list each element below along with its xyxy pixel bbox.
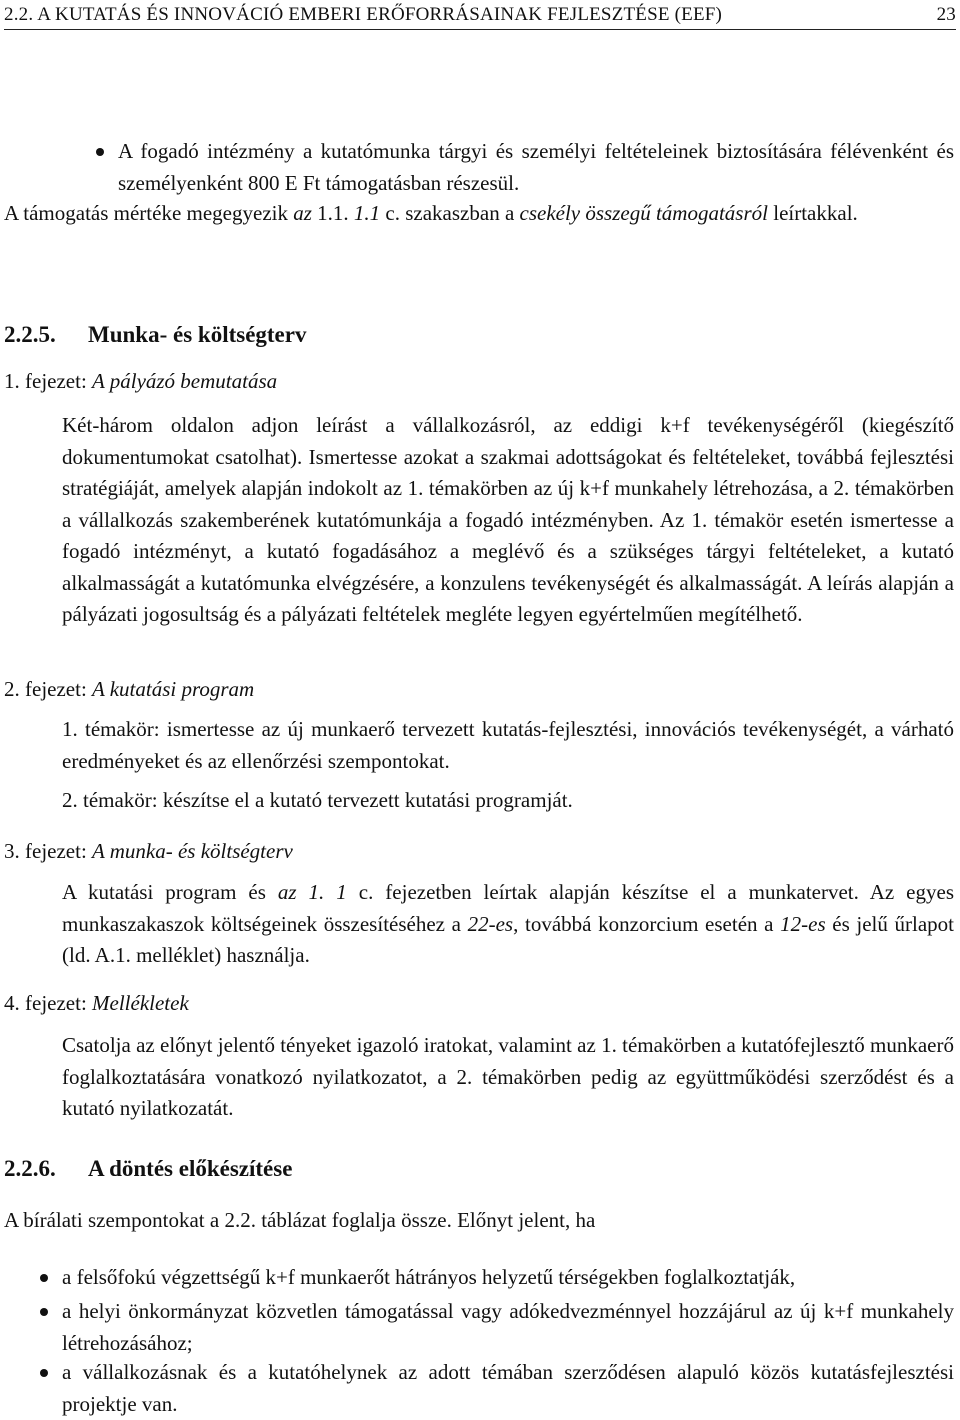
page-number: 23	[936, 4, 956, 25]
support-text-1: A támogatás mértéke megegyezik	[4, 201, 294, 225]
decision-bullet-1	[62, 1262, 954, 1294]
decision-bullet-2	[62, 1296, 954, 1359]
page-header	[4, 4, 956, 30]
section-number: 2.2.5.	[4, 322, 56, 347]
decision-intro-text: A bírálati szempontokat a 2.2. táblázat foglalja össze. Előnyt jelent, ha	[4, 1208, 596, 1232]
chapter-label: 4. fejezet:	[4, 991, 93, 1015]
header-title: 2.2. A KUTATÁS ÉS INNOVÁCIÓ EMBERI ERŐFORRÁSAINAK FEJLESZTÉSE (EEF)	[4, 4, 723, 25]
chapter-title: A kutatási program	[92, 677, 255, 701]
topic2-text: 2. témakör: készítse el a kutató tervezett kutatási programját.	[62, 788, 573, 812]
chapter1-body	[62, 410, 954, 631]
chapter4-text: Csatolja az előnyt jelentő tényeket igazoló iratokat, valamint az 1. témakörben a kutatófejlesztő munkaerő foglalkoztatására vonatkozó nyilatkozatot, a 2. témakörben pedig az együttműködési szerződést és a kutató nyilatkozatát.	[62, 1033, 954, 1120]
decision-intro	[4, 1205, 954, 1237]
ch3-text-2-it: 22-es	[467, 911, 514, 936]
chapter-label: 3. fejezet:	[4, 839, 93, 863]
chapter1-heading	[4, 366, 277, 398]
topic1-text: 1. témakör: ismertesse az új munkaerő tervezett kutatás-fejlesztési, innovációs tevékenységét, a várható eredményeket és az ellenőrzési szempontokat.	[62, 717, 954, 773]
section-heading-225	[4, 322, 306, 348]
chapter-title: A munka- és költségterv	[92, 839, 293, 863]
section-title: Munka- és költségterv	[88, 322, 307, 347]
ch3-text-1-it: az 1. 1	[277, 880, 347, 904]
chapter2-topic2	[62, 785, 954, 817]
chapter-title: A pályázó bemutatása	[92, 369, 278, 393]
intro-bullet-text: A fogadó intézmény a kutatómunka tárgyi és személyi feltételeinek biztosítására félévenként és személyenként 800 E Ft támogatásban részesül.	[118, 139, 954, 195]
chapter-label: 2. fejezet:	[4, 677, 93, 701]
chapter2-heading	[4, 674, 254, 706]
chapter1-text: Két-három oldalon adjon leírást a vállalkozásról, az eddigi k+f tevékenységéről (kiegészítő dokumentumokat csatolhat). Ismertesse azokat a szakmai adottságokat és feltételeket, továbbá fejlesztési stratégiáját, amelyek alapján indokolt az 1. témakörben az új k+f munkahely létrehozása, a 2. témakörben a vállalkozás szakemberének kutatómunkája a fogadó intézményben. Az 1. témakör esetén ismertesse a fogadó intézményt, a kutató fogadásához a meglévő és a szükséges tárgyi feltételeket, a kutató alkalmasságát a kutatómunka elvégzésére, a konzulens tevékenységét és alkalmasságát. A leírás alapján a pályázati jogosultság és a pályázati feltételek megléte legyen egyértelműen megítélhető.	[62, 413, 954, 626]
ch3-text-4: és jelű űrlapot (ld. A.1. melléklet) használja.	[62, 911, 955, 967]
support-text-ref: 1.1.	[311, 201, 354, 225]
chapter4-heading	[4, 988, 189, 1020]
chapter4-body	[62, 1030, 954, 1125]
support-text-ref-it: 1.1	[353, 201, 381, 225]
chapter3-body	[62, 877, 954, 972]
decision-bullet-text: a felsőfokú végzettségű k+f munkaerőt hátrányos helyzetű térségekben foglalkoztatják,	[62, 1265, 796, 1289]
ch3-text-3: , továbbá konzorcium esetén a	[513, 911, 781, 936]
section-number: 2.2.6.	[4, 1156, 56, 1181]
chapter3-heading	[4, 836, 293, 868]
chapter2-topic1	[62, 714, 954, 777]
section-title: A döntés előkészítése	[88, 1156, 293, 1181]
chapter-title: Mellékletek	[92, 991, 189, 1015]
support-text-em: csekély összegű támogatásról	[519, 201, 768, 225]
decision-bullet-3	[62, 1357, 954, 1420]
section-heading-226	[4, 1156, 292, 1182]
support-text-3: leírtakkal.	[767, 201, 858, 225]
chapter-label: 1. fejezet:	[4, 369, 93, 393]
ch3-text-3-it: 12-es	[780, 911, 826, 936]
support-text-az: az	[293, 201, 312, 225]
support-paragraph	[4, 198, 954, 230]
decision-bullet-text: a vállalkozásnak és a kutatóhelynek az adott témában szerződésen alapuló közös kutatásfejlesztési projektje van.	[62, 1360, 954, 1416]
ch3-text-2: c. fejezetben leírtak alapján készítse el a munkatervet. Az egyes munkaszakaszok költségeinek összesítéséhez a	[62, 880, 954, 936]
intro-bullet	[118, 136, 954, 199]
ch3-text-1: A kutatási program és	[62, 880, 278, 904]
support-text-2: c. szakaszban a	[380, 201, 520, 225]
decision-bullet-text: a helyi önkormányzat közvetlen támogatással vagy adókedvezménnyel hozzájárul az új k+f munkahely létrehozásához;	[62, 1299, 954, 1355]
